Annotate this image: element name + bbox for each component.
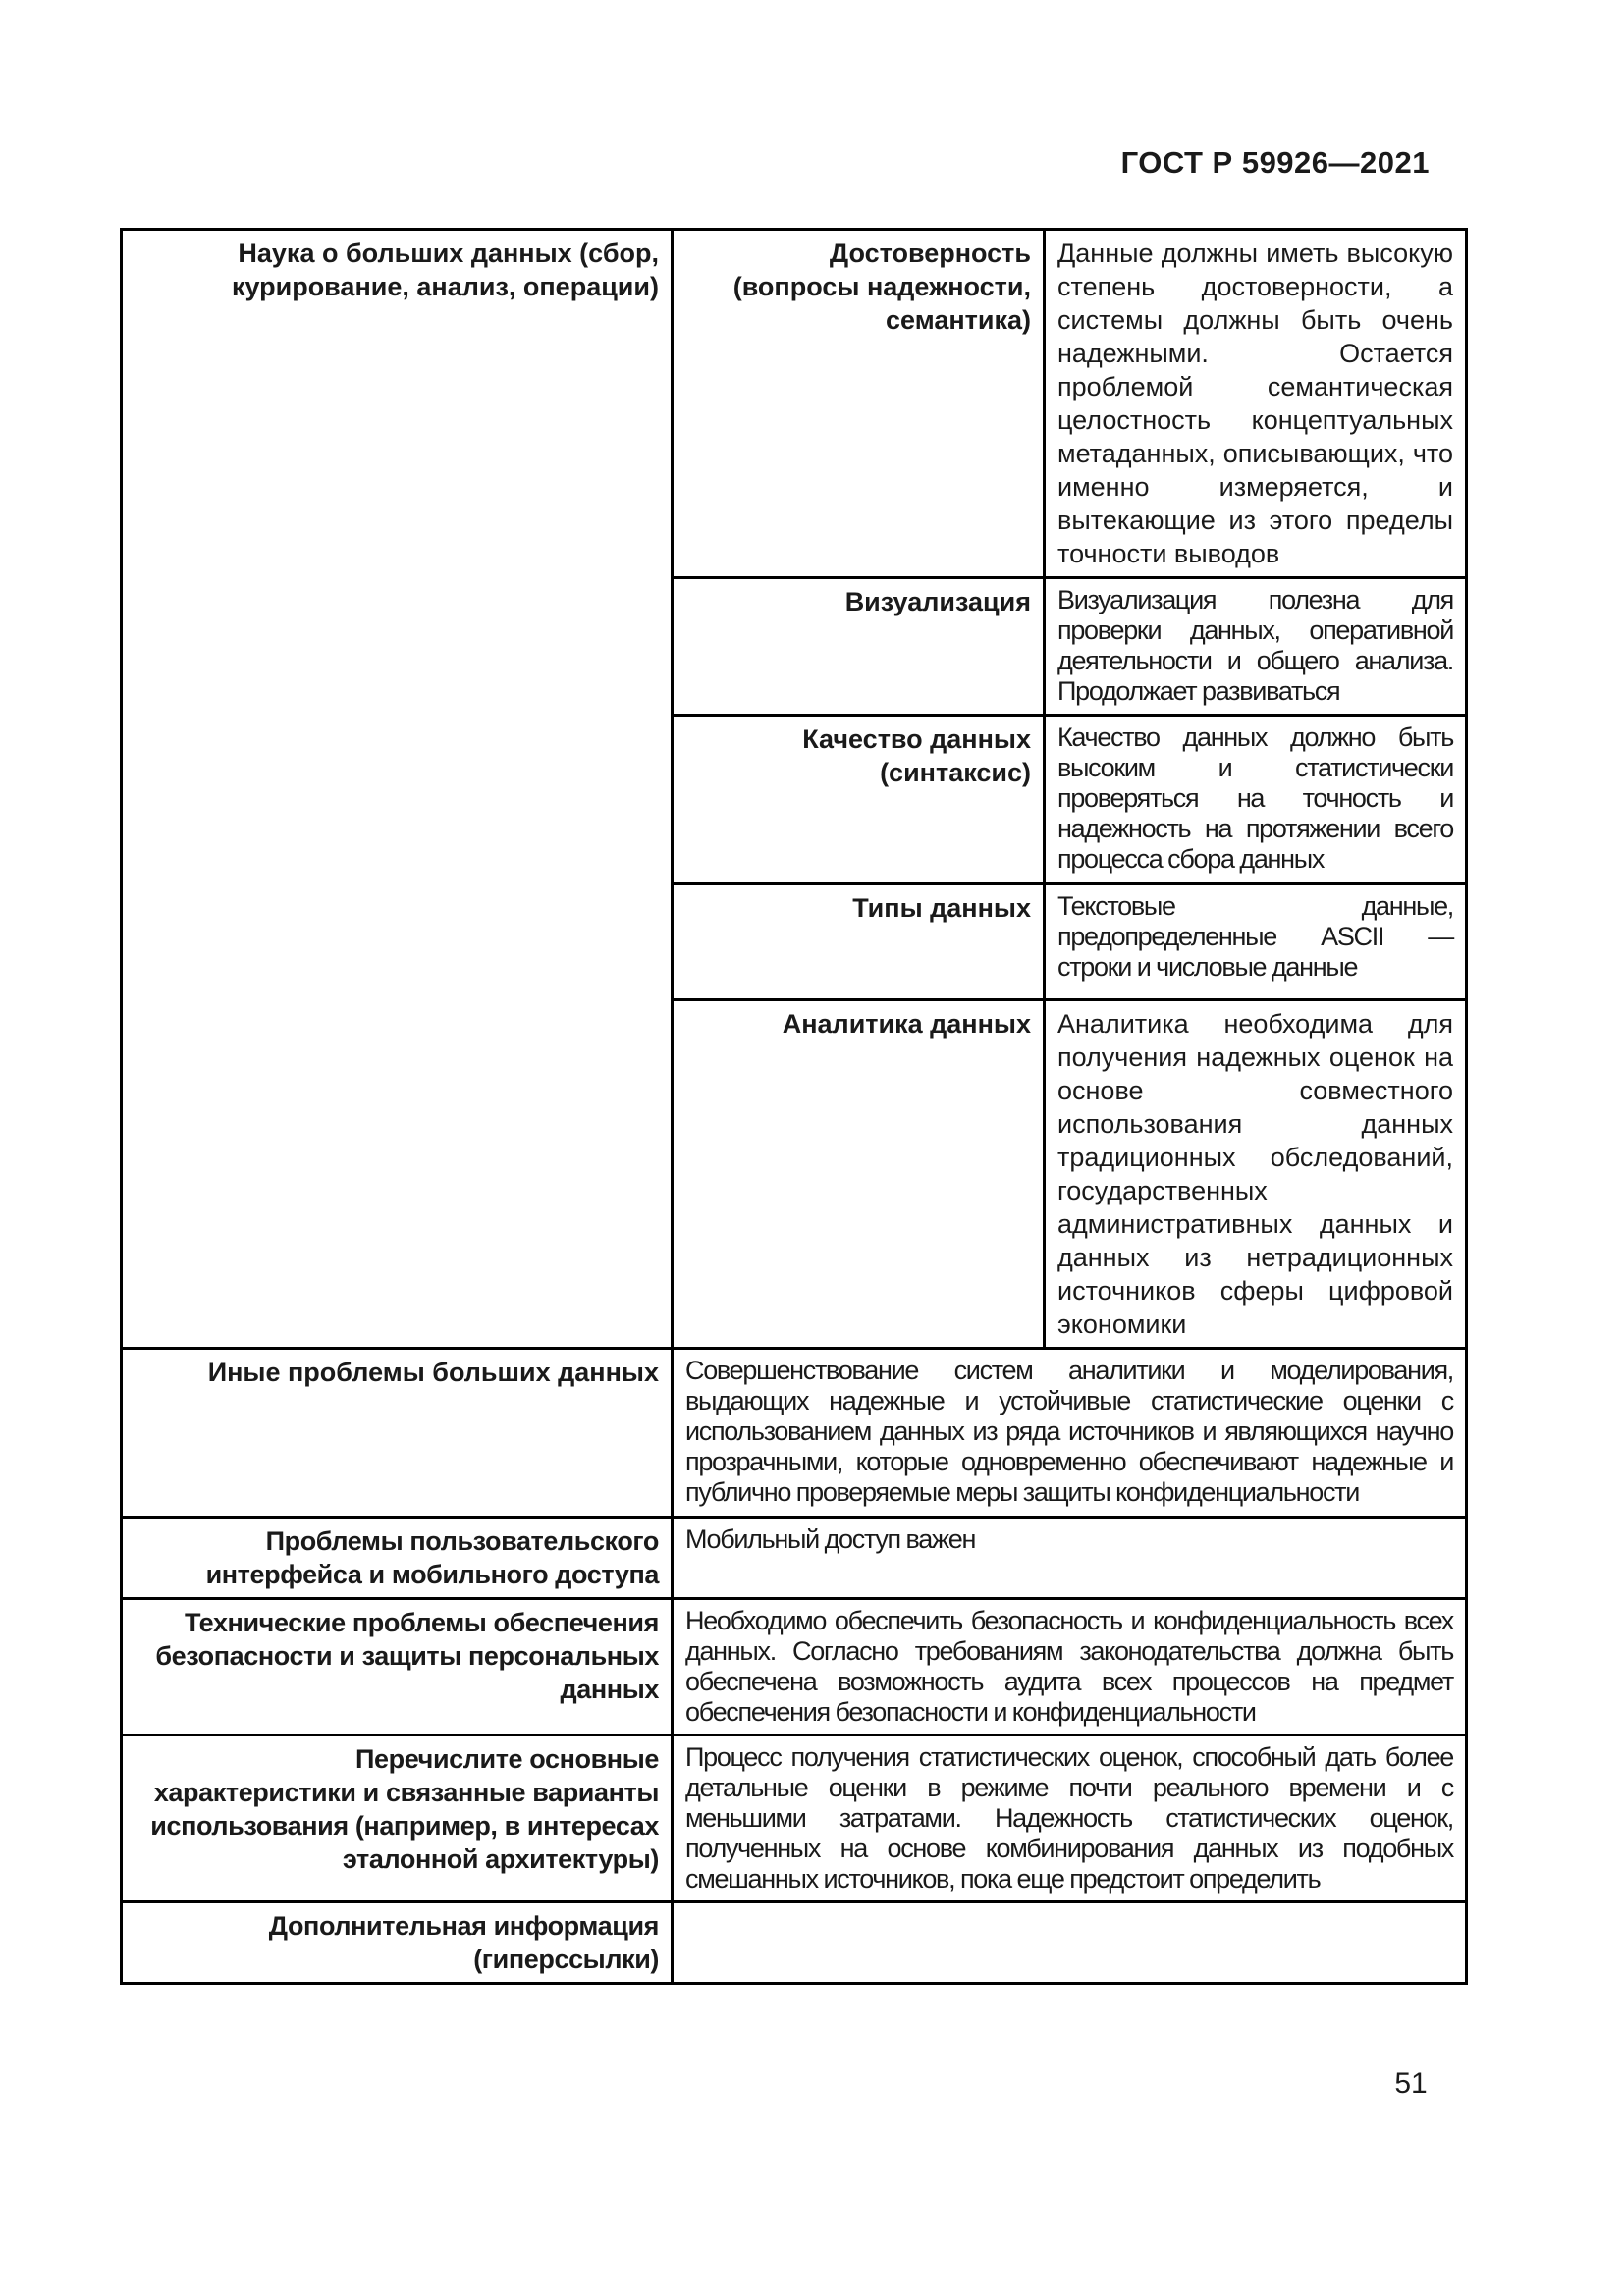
page-number: 51: [1394, 2067, 1428, 2100]
cell-desc-data-types: Текстовые данные, предопределенные ASCII — строки и числовые данные: [1045, 884, 1467, 1000]
cell-term-data-quality: Качество данных (синтаксис): [673, 716, 1045, 884]
cell-term-visualization: Визуализация: [673, 578, 1045, 716]
table-row: [122, 1735, 1467, 1902]
table-row: [122, 1902, 1467, 1984]
table-row: [122, 1349, 1467, 1518]
cell-desc-other-problems: Совершенствование систем аналитики и моделирования, выдающих надежные и устойчивые статистические оценки с использованием данных из ряда источников и являющихся научно прозрачными, которые одновременно обеспечивают надежные и публично проверяемые меры защиты конфиденциальности: [673, 1349, 1467, 1518]
cell-desc-data-quality: Качество данных должно быть высоким и статистически проверяться на точность и надежность на протяжении всего процесса сбора данных: [1045, 716, 1467, 884]
cell-science-label: Наука о больших данных (сбор, курирование, анализ, операции): [122, 230, 673, 1349]
cell-label-other-problems: Иные проблемы больших данных: [122, 1349, 673, 1518]
cell-desc-visualization: Визуализация полезна для проверки данных, оперативной деятельности и общего анализа. Продолжает развиваться: [1045, 578, 1467, 716]
standard-number-header: ГОСТ Р 59926—2021: [1120, 145, 1430, 180]
cell-desc-additional-info: [673, 1902, 1467, 1984]
big-data-challenges-table: [120, 228, 1468, 1985]
cell-desc-data-analytics: Аналитика необходима для получения надежных оценок на основе совместного использования данных традиционных обследований, государственных административных данных и данных из нетрадиционных источников сферы цифровой экономики: [1045, 1000, 1467, 1349]
table-row: [122, 230, 1467, 578]
cell-desc-security: Необходимо обеспечить безопасность и конфиденциальность всех данных. Согласно требованиям законодательства должна быть обеспечена возможность аудита всех процессов на предмет обеспечения безопасности и конфиденциальности: [673, 1599, 1467, 1735]
cell-label-security: Технические проблемы обеспечения безопасности и защиты персональных данных: [122, 1599, 673, 1735]
cell-term-data-types: Типы данных: [673, 884, 1045, 1000]
cell-label-ui-mobile: Проблемы пользовательского интерфейса и мобильного доступа: [122, 1518, 673, 1599]
cell-desc-ui-mobile: Мобильный доступ важен: [673, 1518, 1467, 1599]
cell-desc-characteristics: Процесс получения статистических оценок, способный дать более детальные оценки в режиме почти реального времени и с меньшими затратами. Надежность статистических оценок, полученных на основе комбинирования данных из подобных смешанных источников, пока еще предстоит определить: [673, 1735, 1467, 1902]
table-row: [122, 1518, 1467, 1599]
table-row: [122, 1599, 1467, 1735]
cell-label-additional-info: Дополнительная информация (гиперссылки): [122, 1902, 673, 1984]
cell-label-characteristics: Перечислите основные характеристики и связанные варианты использования (например, в интересах эталонной архитектуры): [122, 1735, 673, 1902]
cell-term-data-analytics: Аналитика данных: [673, 1000, 1045, 1349]
cell-desc-veracity: Данные должны иметь высокую степень достоверности, а системы должны быть очень надежными. Остается проблемой семантическая целостность концептуальных метаданных, описывающих, что именно измеряется, и вытекающие из этого пределы точности выводов: [1045, 230, 1467, 578]
cell-term-veracity: Достоверность (вопросы надежности, семантика): [673, 230, 1045, 578]
